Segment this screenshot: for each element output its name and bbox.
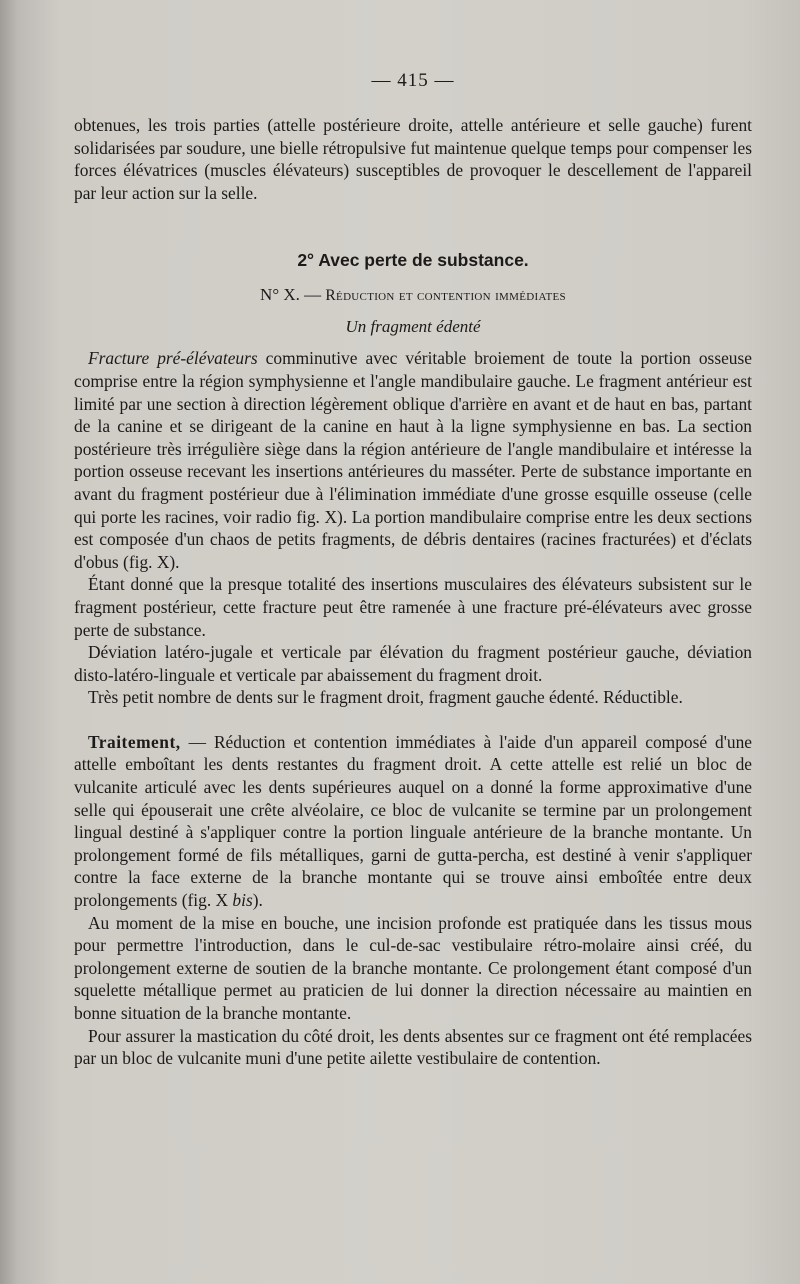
case-heading	[74, 285, 752, 305]
traitement-end: ).	[252, 890, 263, 911]
page-number: — 415 —	[371, 70, 455, 91]
etant-paragraph: Étant donné que la presque totalité des insertions musculaires des élévateurs subsistent sur le fragment postérieur, cette fracture peut être ramenée à une fracture pré-élévateurs avec grosse perte de substance.	[74, 574, 752, 640]
mastication-paragraph: Pour assurer la mastication du côté droit, les dents absentes sur ce fragment ont été remplacées par un bloc de vulcanite muni d'une petite ailette vestibulaire de contention.	[74, 1025, 752, 1069]
case-subtitle: Un fragment édenté	[345, 317, 481, 337]
case-title: Réduction et contention immédiates	[325, 287, 566, 305]
case-number: N° X. —	[260, 285, 322, 305]
traitement-bis: bis	[232, 890, 253, 911]
dents-paragraph: Très petit nombre de dents sur le fragment droit, fragment gauche édenté. Réductible.	[88, 687, 683, 708]
opening-paragraph: obtenues, les trois parties (attelle postérieure droite, attelle antérieure et selle gauche) furent solidarisées par soudure, une bielle rétropulsive fut maintenue quelque temps pour compenser les forces élévatrices (muscles élévateurs) susceptibles de provoquer le descellement de l'appareil par leur action sur la selle.	[74, 115, 752, 203]
section-heading: 2° Avec perte de substance.	[297, 250, 529, 271]
traitement-lead: Traitement,	[88, 731, 181, 752]
fracture-paragraph	[74, 347, 752, 573]
fracture-text: comminutive avec véritable broiement de toute la portion osseuse comprise entre la région symphysienne et l'angle mandibulaire gauche. Le fragment antérieur est limité par une section à direction légèrement oblique d'arrière en avant et de haut en bas, partant de la canine et se dirigeant de la canine en haut à la ligne symphysienne en bas. La section postérieure très irrégulière siège dans la région antérieure de l'angle mandibulaire et intéresse la portion osseuse recevant les insertions antérieures du masséter. Perte de substance importante en avant du fragment postérieur due à l'élimination immédiate d'une grosse esquille osseuse (celle qui porte les racines, voir radio fig. X). La portion mandibulaire comprise entre les deux sections est composée d'un chaos de petits fragments, de débris dentaires (racines fracturées) et d'éclats d'obus (fig. X).	[74, 348, 752, 572]
traitement-paragraph	[74, 731, 752, 912]
deviation-paragraph: Déviation latéro-jugale et verticale par élévation du fragment postérieur gauche, déviation disto-latéro-linguale et verticale par abaissement du fragment droit.	[74, 642, 752, 685]
traitement-text: — Réduction et contention immédiates à l'aide d'un appareil composé d'une attelle emboîtant les dents restantes du fragment droit. A cette attelle est relié un bloc de vulcanite articulé avec les dents supérieures auquel on a donné la forme approximative d'une selle qui épouserait une crête alvéolaire, ce bloc de vulcanite se termine par un prolongement lingual destiné à s'appliquer contre la portion linguale antérieure de la branche montante. Un prolongement formé de fils métalliques, garni de gutta-percha, est destiné à venir s'appliquer contre la face externe de la branche montante qui se trouve ainsi emboîtée entre deux prolongements (fig. X	[74, 731, 752, 911]
moment-paragraph: Au moment de la mise en bouche, une incision profonde est pratiquée dans les tissus mous pour permettre l'introduction, dans le cul-de-sac vestibulaire rétro-molaire ainsi créé, du prolongement externe de soutien de la branche montante. Ce prolongement étant composé d'un squelette métallique permet au praticien de lui donner la direction nécessaire au maintien en bonne situation de la branche montante.	[74, 912, 752, 1023]
fracture-lead: Fracture pré-élévateurs	[88, 348, 258, 369]
